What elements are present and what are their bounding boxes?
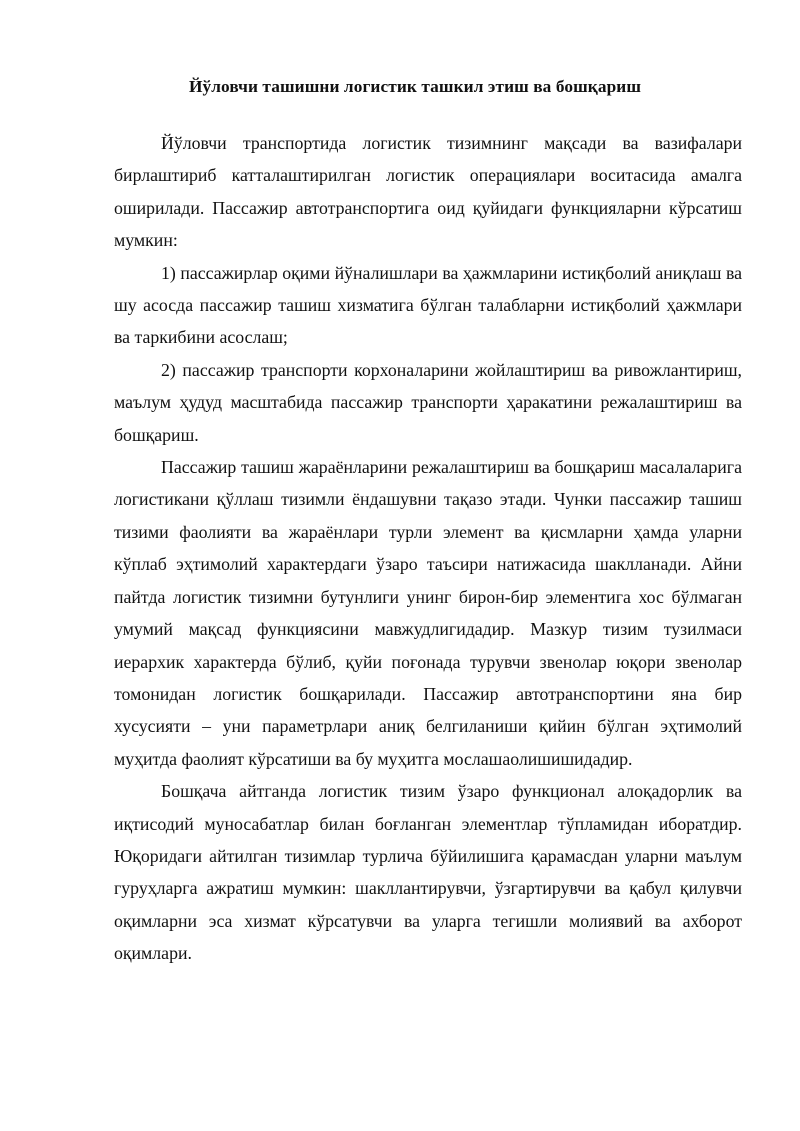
paragraph-intro: Йўловчи транспортида логистик тизимнинг мақсади ва вазифалари бирлаштириб катталаштирилган логистик операциялари воситасида амалга оширилади. Пассажир автотранспортига оид қуйидаги функцияларни кўрсатиш мумкин: [114,133,742,251]
paragraph-item-1: 1) пассажирлар оқими йўналишлари ва ҳажмларини истиқболий аниқлаш ва шу асосда пассажир ташиш хизматига бўлган талабларни истиқболий ҳажмлари ва таркибини асослаш; [114,262,742,348]
paragraph-planning: Пассажир ташиш жараёнларини режалаштириш ва бошқариш масалаларига логистикани қўллаш тизимли ёндашувни тақазо этади. Чунки пассажир ташиш тизими фаолияти ва жараёнлари турли элемент ва қисмларни ҳамда уларни кўплаб эҳтимолий характердаги ўзаро таъсири натижасида шаклланади. Айни пайтда логистик тизимни бутунлиги унинг бирон-бир элементига хос бўлмаган умумий мақсад функциясини мавжудлигидадир. Мазкур тизим тузилмаси иерархик характерда бўлиб, қуйи поғонада турувчи звенолар юқори звенолар томонидан логистик бошқарилади. Пассажир автотранспортини яна бир хусусияти – уни параметрлари аниқ белгиланиши қийин бўлган эҳтимолий муҳитда фаолият кўрсатиши ва бу муҳитга мослашаолишишидадир. [114,457,742,769]
paragraph-item-2: 2) пассажир транспорти корхоналарини жойлаштириш ва ривожлантириш, маълум ҳудуд масштабида пассажир транспорти ҳаракатини режалаштириш ва бошқариш. [114,359,742,445]
paragraph-conclusion: Бошқача айтганда логистик тизим ўзаро функционал алоқадорлик ва иқтисодий муносабатлар билан боғланган элементлар тўпламидан иборатдир. Юқоридаги айтилган тизимлар турлича бўйилишига қарамасдан уларни маълум гуруҳларга ажратиш мумкин: шакллантирувчи, ўзгартирувчи ва қабул қилувчи оқимларни эса хизмат кўрсатувчи ва уларга тегишли молиявий ва ахборот оқимлари. [114,781,742,964]
document-body [114,127,742,970]
document-title: Йўловчи ташишни логистик ташкил этиш ва бошқариш [188,77,642,96]
